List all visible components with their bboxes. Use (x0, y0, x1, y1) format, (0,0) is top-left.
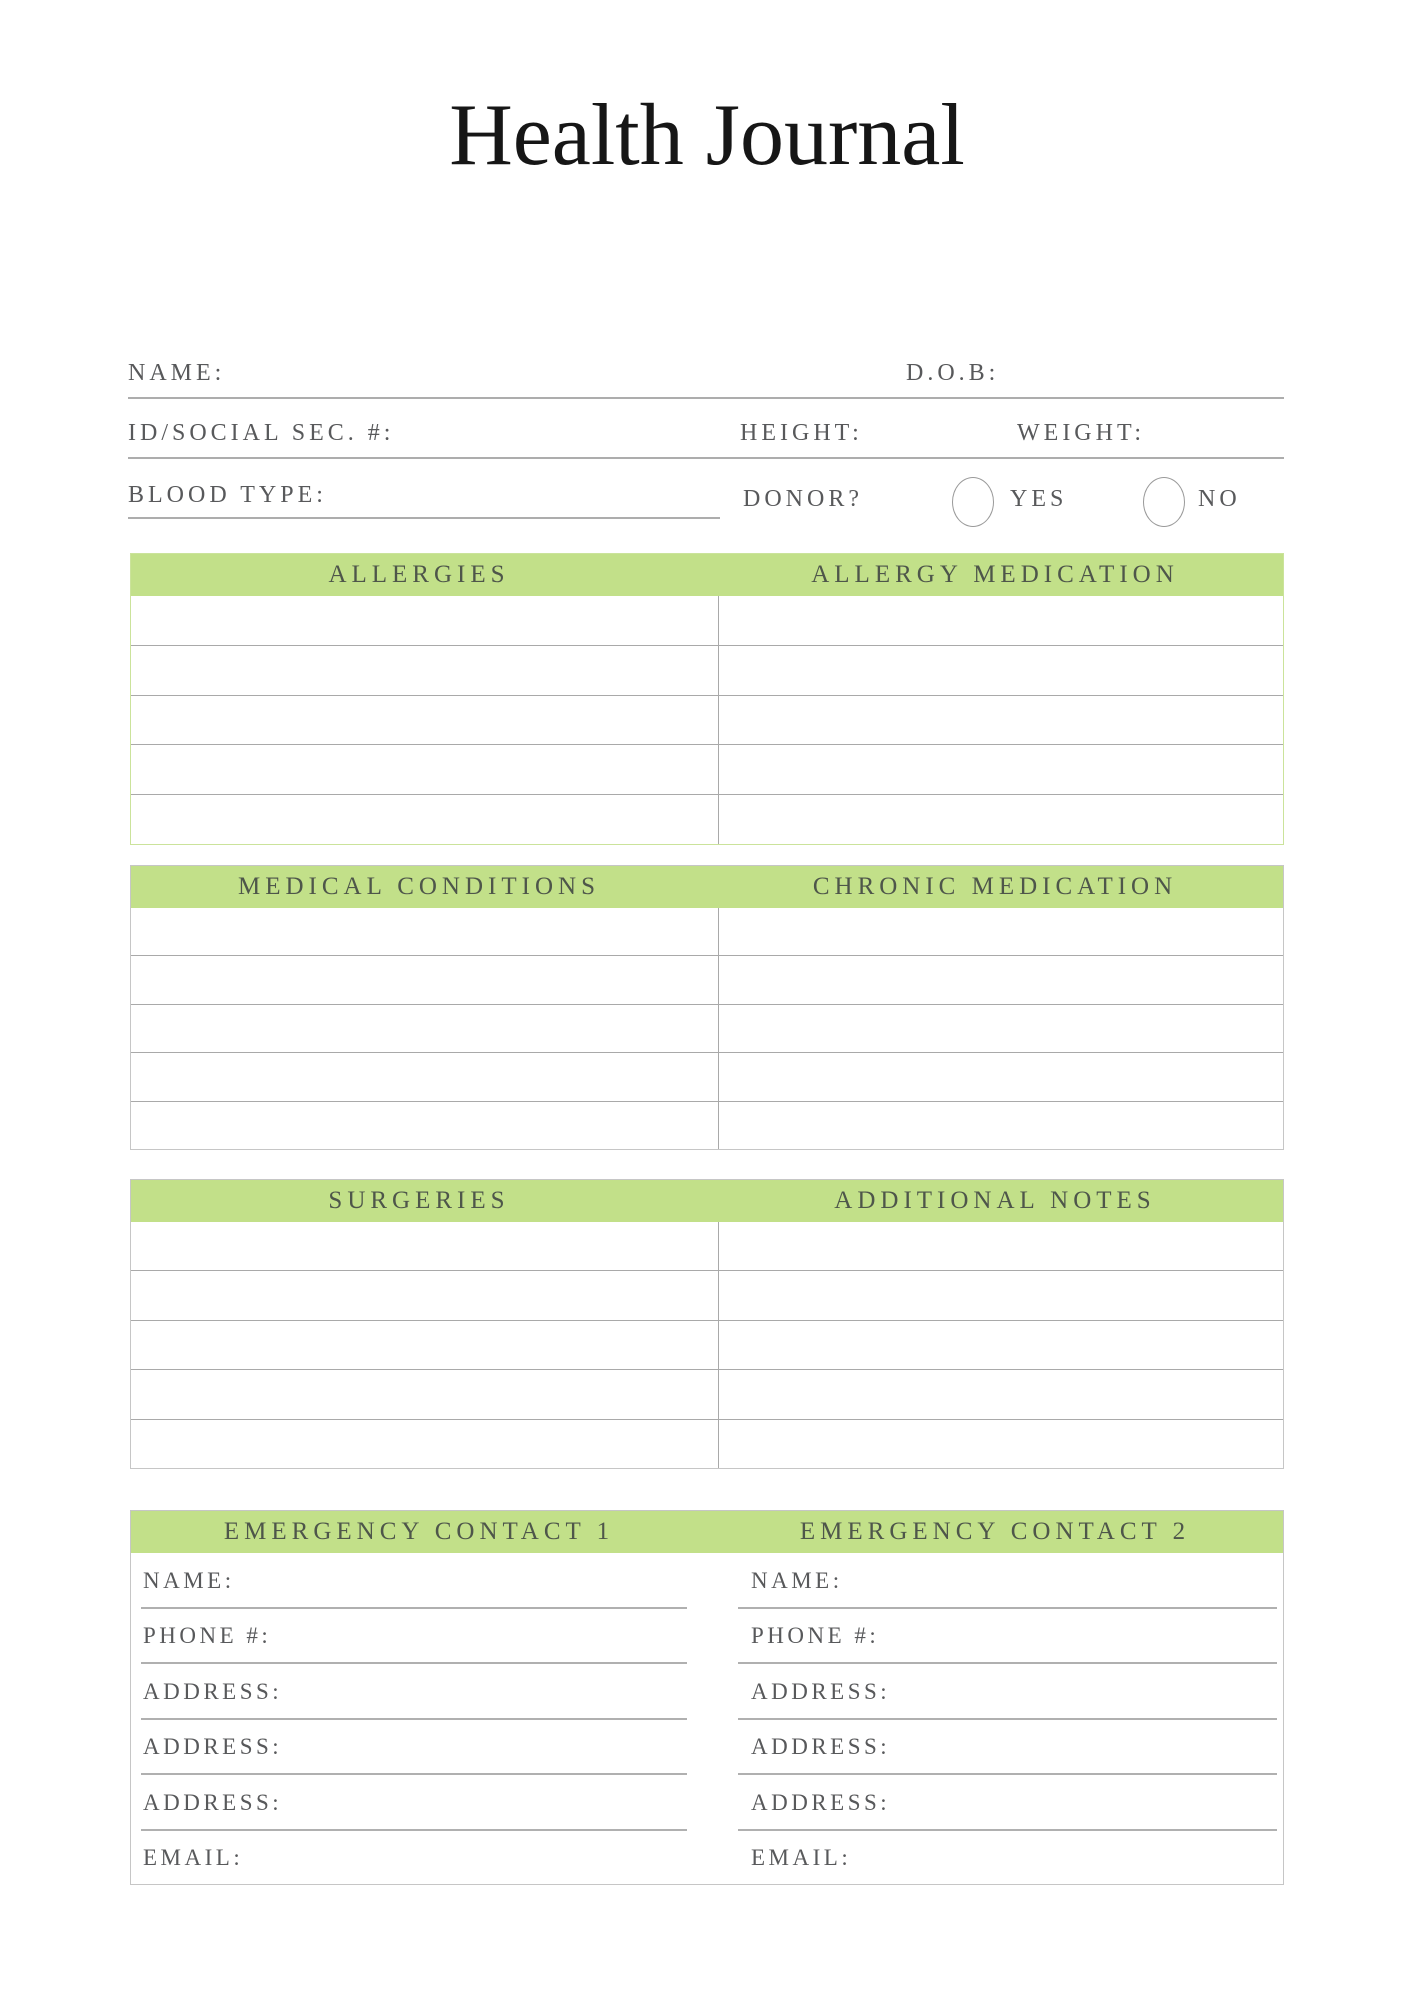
medical-condition-cell[interactable] (131, 1005, 719, 1052)
contact1-email-field[interactable] (141, 1831, 687, 1885)
chronic-medication-cell[interactable] (719, 1102, 1283, 1149)
contact2-email-label: EMAIL: (751, 1845, 852, 1870)
table-row (131, 1320, 1283, 1369)
table-row (131, 645, 1283, 695)
additional-notes-cell[interactable] (719, 1271, 1283, 1319)
table-row (131, 1101, 1283, 1149)
contact2-address2-field[interactable] (738, 1720, 1277, 1776)
contact1-address2-label: ADDRESS: (143, 1734, 283, 1759)
allergy-medication-column-header: ALLERGY MEDICATION (811, 561, 1179, 588)
surgeries-column-header: SURGERIES (328, 1187, 510, 1214)
chronic-medication-cell[interactable] (719, 1053, 1283, 1100)
emergency-contact-1-column (131, 1553, 717, 1884)
additional-notes-cell[interactable] (719, 1420, 1283, 1468)
surgeries-cell[interactable] (131, 1420, 719, 1468)
contact1-address3-label: ADDRESS: (143, 1789, 283, 1815)
additional-notes-column-header: ADDITIONAL NOTES (834, 1187, 1156, 1214)
chronic-medication-cell[interactable] (719, 1005, 1283, 1052)
blood-type-field-line[interactable] (128, 517, 720, 519)
surgeries-cell[interactable] (131, 1370, 719, 1418)
allergy-medication-cell[interactable] (719, 646, 1283, 695)
contact2-email-field[interactable] (738, 1831, 1277, 1885)
allergy-medication-cell[interactable] (719, 745, 1283, 794)
contact2-address3-field[interactable] (738, 1775, 1277, 1831)
medical-condition-cell[interactable] (131, 1102, 719, 1149)
table-row (131, 695, 1283, 745)
allergy-medication-cell[interactable] (719, 795, 1283, 844)
emergency-contact-1-header: EMERGENCY CONTACT 1 (223, 1518, 615, 1545)
chronic-medication-cell[interactable] (719, 908, 1283, 955)
page-title: Health Journal (449, 87, 965, 184)
donor-label: DONOR? (743, 486, 863, 512)
blood-type-label: BLOOD TYPE: (128, 482, 327, 508)
donor-no-radio[interactable] (1143, 477, 1185, 527)
surgeries-cell[interactable] (131, 1271, 719, 1319)
donor-no-label: NO (1198, 486, 1241, 512)
medical-conditions-table (130, 865, 1284, 1150)
chronic-medication-cell[interactable] (719, 956, 1283, 1003)
medical-condition-cell[interactable] (131, 956, 719, 1003)
surgeries-cell[interactable] (131, 1222, 719, 1270)
table-row (131, 1222, 1283, 1270)
allergies-table-body (131, 596, 1283, 844)
contact2-phone-field[interactable] (738, 1609, 1277, 1665)
contact1-name-label: NAME: (143, 1567, 235, 1593)
emergency-contacts-table (130, 1510, 1284, 1885)
table-row (131, 596, 1283, 645)
allergies-cell[interactable] (131, 696, 719, 745)
height-label: HEIGHT: (740, 420, 863, 446)
medical-conditions-table-body (131, 908, 1283, 1149)
contact2-phone-label: PHONE #: (751, 1623, 880, 1648)
table-row (131, 955, 1283, 1003)
surgeries-table-body (131, 1222, 1283, 1468)
id-ssn-label: ID/SOCIAL SEC. #: (128, 420, 395, 446)
donor-yes-label: YES (1010, 486, 1068, 512)
medical-conditions-table-header (131, 866, 1283, 908)
surgeries-table-header (131, 1180, 1283, 1222)
contact1-phone-field[interactable] (141, 1609, 687, 1665)
allergies-column-header: ALLERGIES (328, 561, 510, 588)
contact1-address3-field[interactable] (141, 1775, 687, 1831)
allergies-cell[interactable] (131, 646, 719, 695)
contact1-address1-label: ADDRESS: (143, 1678, 283, 1704)
dob-label: D.O.B: (906, 360, 1000, 386)
chronic-medication-column-header: CHRONIC MEDICATION (812, 873, 1178, 900)
name-label: NAME: (128, 360, 226, 386)
table-row (131, 1369, 1283, 1418)
medical-conditions-column-header: MEDICAL CONDITIONS (238, 873, 600, 900)
emergency-contacts-body (131, 1553, 1283, 1884)
table-row (131, 1419, 1283, 1468)
table-row (131, 744, 1283, 794)
table-row (131, 1052, 1283, 1100)
contact1-address1-field[interactable] (141, 1664, 687, 1720)
allergies-table-header (131, 554, 1283, 596)
emergency-contacts-header (131, 1511, 1283, 1553)
allergies-table (130, 553, 1284, 845)
contact2-name-field[interactable] (738, 1553, 1277, 1609)
contact1-phone-label: PHONE #: (143, 1623, 272, 1648)
emergency-contact-2-column (717, 1553, 1283, 1884)
contact2-address1-field[interactable] (738, 1664, 1277, 1720)
contact1-address2-field[interactable] (141, 1720, 687, 1776)
contact1-email-label: EMAIL: (143, 1845, 244, 1870)
table-row (131, 1270, 1283, 1319)
allergies-cell[interactable] (131, 596, 719, 645)
allergy-medication-cell[interactable] (719, 596, 1283, 645)
contact2-address3-label: ADDRESS: (751, 1789, 891, 1815)
additional-notes-cell[interactable] (719, 1370, 1283, 1418)
donor-yes-radio[interactable] (952, 477, 994, 527)
surgeries-cell[interactable] (131, 1321, 719, 1369)
surgeries-table (130, 1179, 1284, 1469)
allergies-cell[interactable] (131, 795, 719, 844)
table-row (131, 908, 1283, 955)
additional-notes-cell[interactable] (719, 1222, 1283, 1270)
contact2-address2-label: ADDRESS: (751, 1734, 891, 1759)
contact2-address1-label: ADDRESS: (751, 1678, 891, 1704)
additional-notes-cell[interactable] (719, 1321, 1283, 1369)
contact2-name-label: NAME: (751, 1567, 843, 1593)
medical-condition-cell[interactable] (131, 1053, 719, 1100)
weight-label: WEIGHT: (1017, 420, 1146, 446)
medical-condition-cell[interactable] (131, 908, 719, 955)
emergency-contact-2-header: EMERGENCY CONTACT 2 (799, 1518, 1191, 1545)
table-row (131, 1004, 1283, 1052)
name-dob-field-line[interactable] (128, 397, 1284, 399)
table-row (131, 794, 1283, 844)
id-height-weight-field-line[interactable] (128, 457, 1284, 459)
allergies-cell[interactable] (131, 745, 719, 794)
allergy-medication-cell[interactable] (719, 696, 1283, 745)
contact1-name-field[interactable] (141, 1553, 687, 1609)
